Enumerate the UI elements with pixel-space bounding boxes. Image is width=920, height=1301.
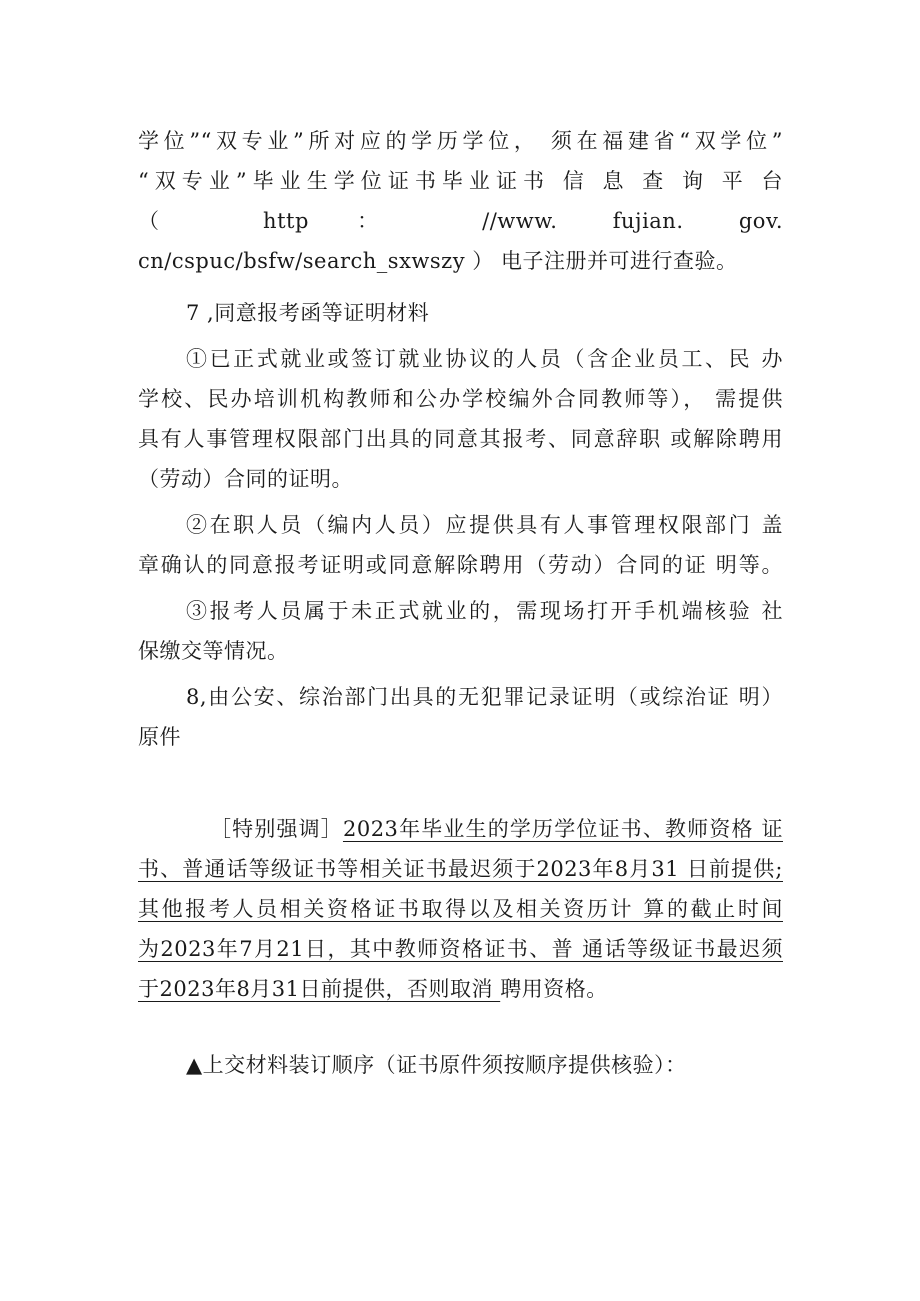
text-line: “双专业”毕业生学位证书毕业证书 信 息 查 询 平 台 [138,169,783,193]
special-note [138,810,783,1010]
text-line: ③报考人员属于未正式就业的，需现场打开手机端核验 社 [186,599,783,623]
item-7 [138,294,783,714]
text-line: （ http： //www. fujian. gov. [138,209,783,233]
special-note-text: 于2023年8月31日前提供，否则取消 [138,977,501,1001]
text-line: 8,由公安、综治部门出具的无犯罪记录证明（或综治证 明） [186,685,783,709]
special-note-prefix: ［特别强调］ [210,817,343,841]
text-line: 原件 [138,725,181,749]
text-line: ①已正式就业或签订就业协议的人员（含企业员工、民 办 [186,347,783,371]
special-note-text: 书、普通话等级证书等相关证书最迟须于2023年8月31 日前提供; [138,857,783,881]
special-note-text: 其他报考人员相关资格证书取得以及相关资历计 算的截止时间 [138,897,783,921]
text-line: cn/cspuc/bsfw/search_sxwszy ） 电子注册并可进行查验。 [138,249,738,273]
triangle-bullet-icon: ▲ [186,1053,203,1077]
text-line: 学位”“双专业”所对应的学历学位， 须在福建省“双学位” [138,129,783,153]
special-note-text: 2023年毕业生的学历学位证书、教师资格 证 [342,817,783,841]
text-line: ②在职人员（编内人员）应提供具有人事管理权限部门 盖 [186,513,783,537]
text-line: （劳动）合同的证明。 [138,467,353,491]
special-note-text: 为2023年7月21日，其中教师资格证书、普 通话等级证书最迟须 [138,937,783,961]
text-line: 学校、民办培训机构教师和公办学校编外合同教师等）， 需提供 [138,387,783,411]
binding-order-text: 上交材料装订顺序（证书原件须按顺序提供核验）： [202,1053,687,1077]
text-line: 具有人事管理权限部门出具的同意其报考、同意辞职 或解除聘用 [138,427,783,451]
item-8 [138,678,783,758]
text-line: 章确认的同意报考证明或同意解除聘用（劳动）合同的证 明等。 [138,553,783,577]
binding-order [138,1046,783,1086]
paragraph-6-continued [138,122,783,282]
special-note-tail: 聘用资格。 [500,977,608,1001]
item-7-heading: 7 ,同意报考函等证明材料 [186,301,430,325]
text-line: 保缴交等情况。 [138,639,289,663]
